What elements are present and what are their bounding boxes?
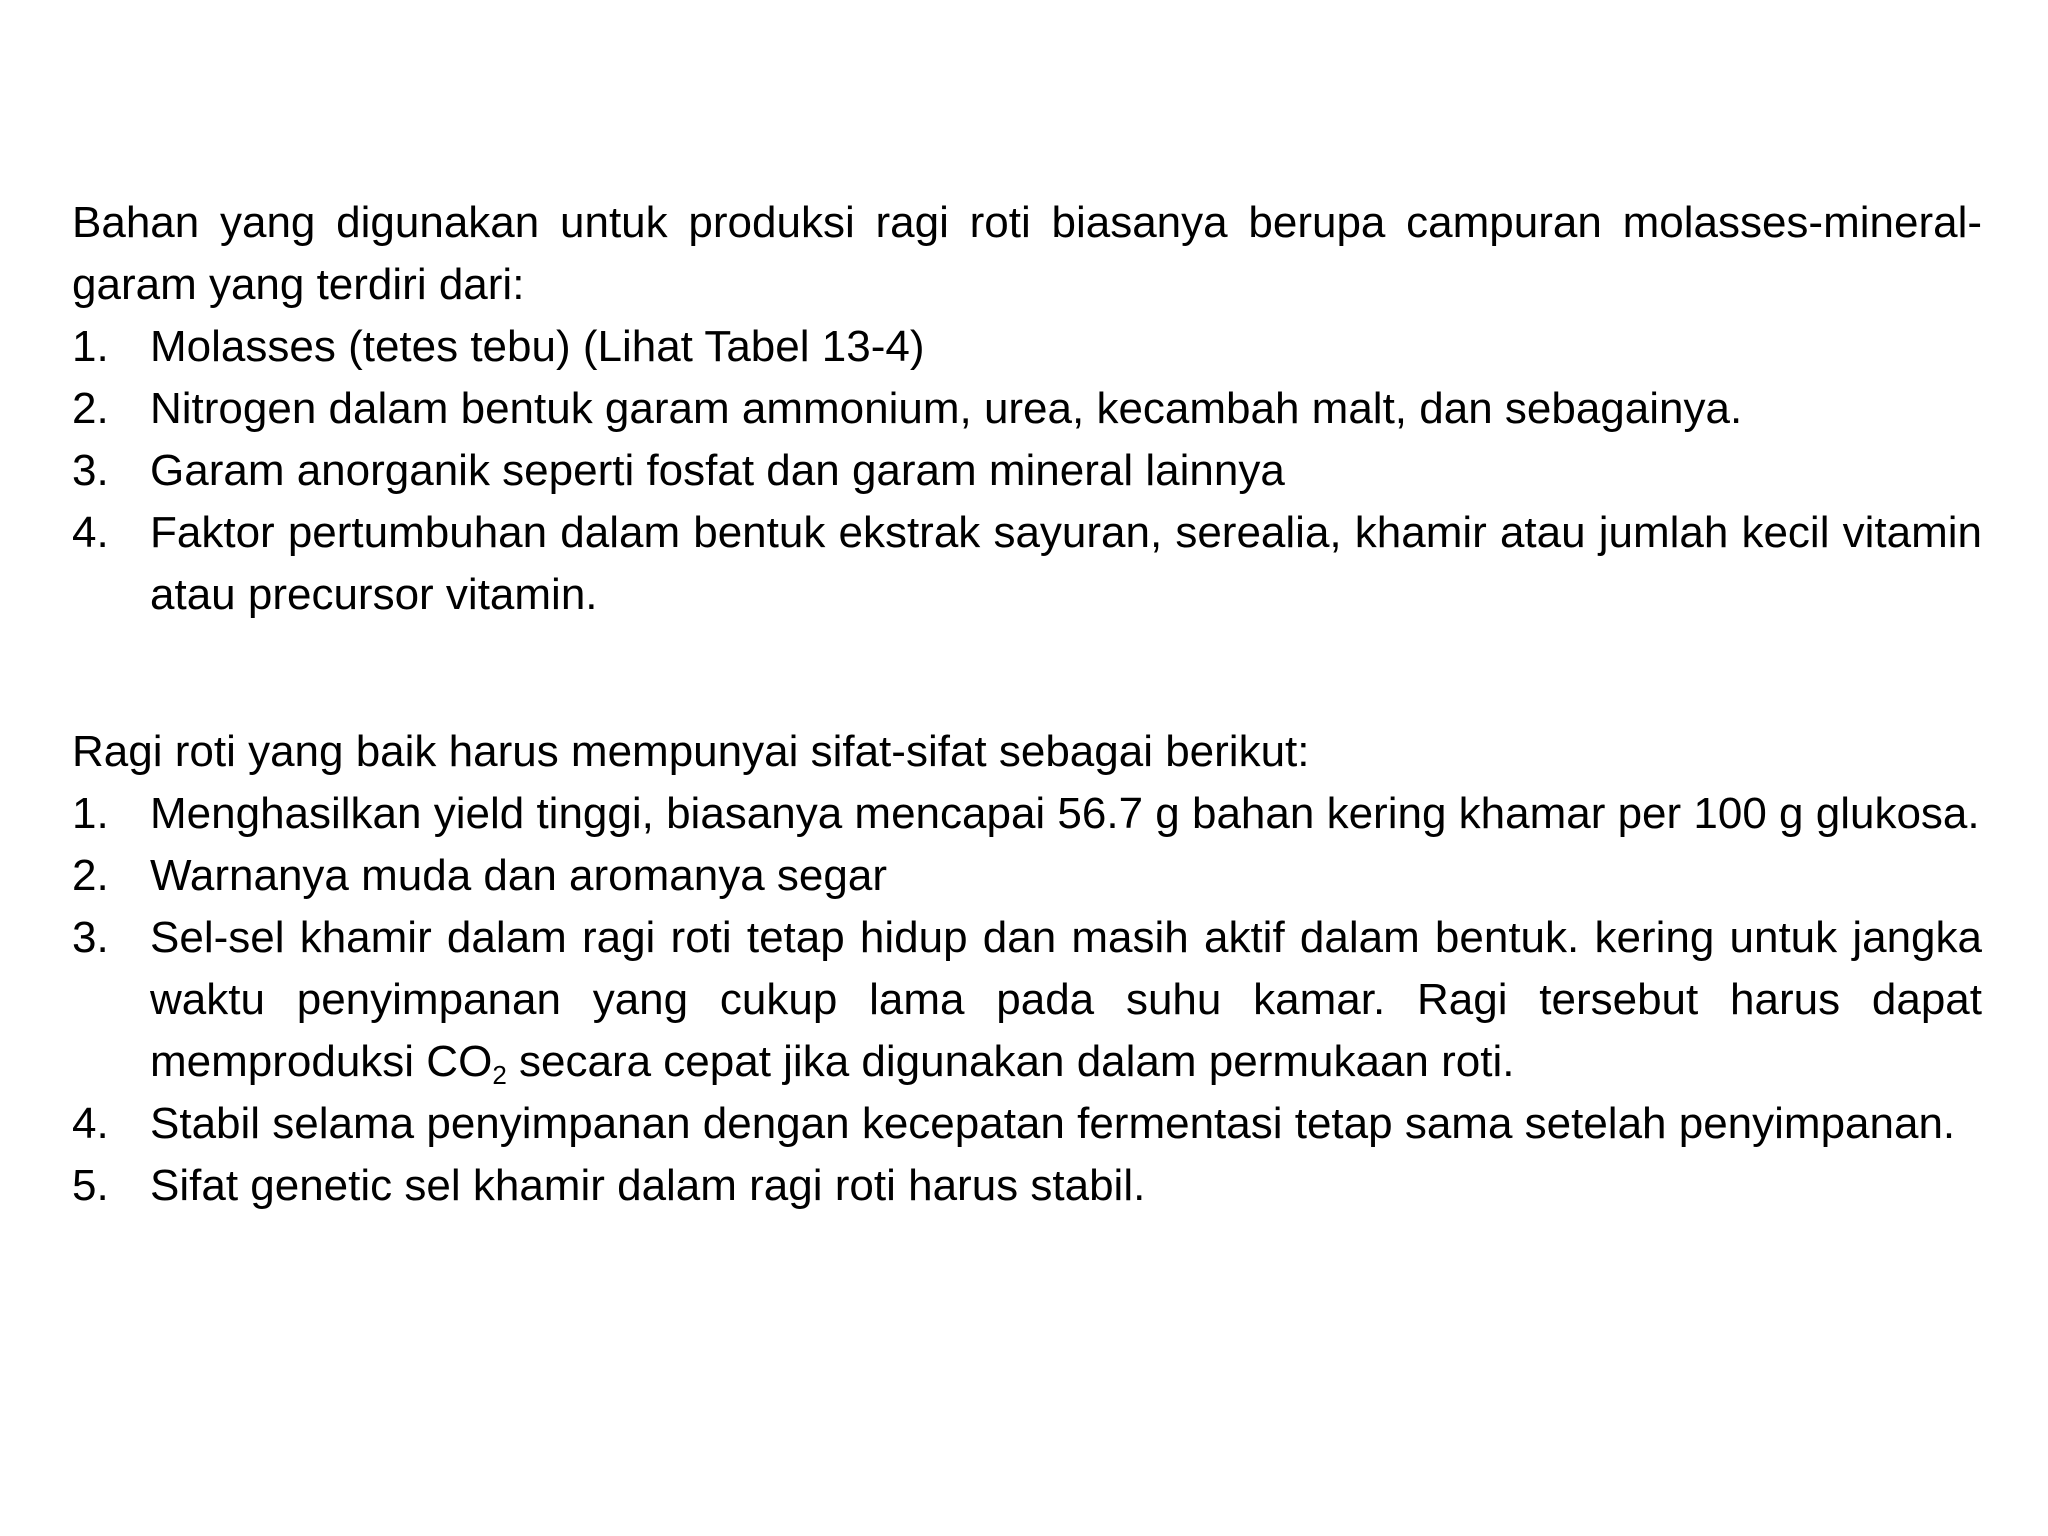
section1-intro: Bahan yang digunakan untuk produksi ragi roti biasanya berupa campuran molasses-mineral-garam yang terdiri dari: bbox=[72, 198, 1982, 309]
list-item bbox=[72, 783, 1982, 845]
list-item-text: Molasses (tetes tebu) (Lihat Tabel 13-4) bbox=[150, 322, 925, 371]
list-item-text: Garam anorganik seperti fosfat dan garam mineral lainnya bbox=[150, 446, 1285, 495]
list-item bbox=[72, 907, 1982, 1093]
list-item bbox=[72, 378, 1982, 440]
list-number: 2. bbox=[72, 384, 109, 433]
list-item bbox=[72, 845, 1982, 907]
co2-text-before: Sel-sel khamir dalam ragi roti tetap hidup dan masih aktif dalam bentuk. kering untuk jangka waktu penyimpanan yang cukup lama pada suhu kamar. Ragi tersebut harus dapat memproduksi CO bbox=[150, 913, 1982, 1086]
list-number: 3. bbox=[72, 446, 109, 495]
list-number: 1. bbox=[72, 322, 109, 371]
list-item-text: Stabil selama penyimpanan dengan kecepatan fermentasi tetap sama setelah penyimpanan. bbox=[150, 1099, 1956, 1148]
list-item bbox=[72, 1155, 1982, 1217]
list-number: 4. bbox=[72, 508, 109, 557]
section2-list bbox=[72, 783, 1982, 1217]
list-number: 1. bbox=[72, 789, 109, 838]
list-item-text: Nitrogen dalam bentuk garam ammonium, urea, kecambah malt, dan sebagainya. bbox=[150, 384, 1743, 433]
list-number: 5. bbox=[72, 1161, 109, 1210]
list-number: 2. bbox=[72, 851, 109, 900]
list-number: 4. bbox=[72, 1099, 109, 1148]
list-item-text bbox=[150, 913, 1982, 1090]
list-item-text: Faktor pertumbuhan dalam bentuk ekstrak sayuran, serealia, khamir atau jumlah kecil vitamin atau precursor vitamin. bbox=[150, 508, 1982, 619]
list-item bbox=[72, 502, 1982, 626]
section1-list bbox=[72, 316, 1982, 626]
co2-text-after: secara cepat jika digunakan dalam permukaan roti. bbox=[506, 1037, 1515, 1086]
list-item-text: Sifat genetic sel khamir dalam ragi roti harus stabil. bbox=[150, 1161, 1146, 1210]
list-item-text: Warnanya muda dan aromanya segar bbox=[150, 851, 887, 900]
section-spacer bbox=[72, 626, 1982, 721]
list-item bbox=[72, 440, 1982, 502]
co2-subscript: 2 bbox=[492, 1060, 507, 1090]
list-number: 3. bbox=[72, 913, 109, 962]
section2-intro: Ragi roti yang baik harus mempunyai sifat-sifat sebagai berikut: bbox=[72, 727, 1310, 776]
list-item-text: Menghasilkan yield tinggi, biasanya mencapai 56.7 g bahan kering khamar per 100 g glukosa. bbox=[150, 789, 1980, 838]
list-item bbox=[72, 1093, 1982, 1155]
list-item bbox=[72, 316, 1982, 378]
